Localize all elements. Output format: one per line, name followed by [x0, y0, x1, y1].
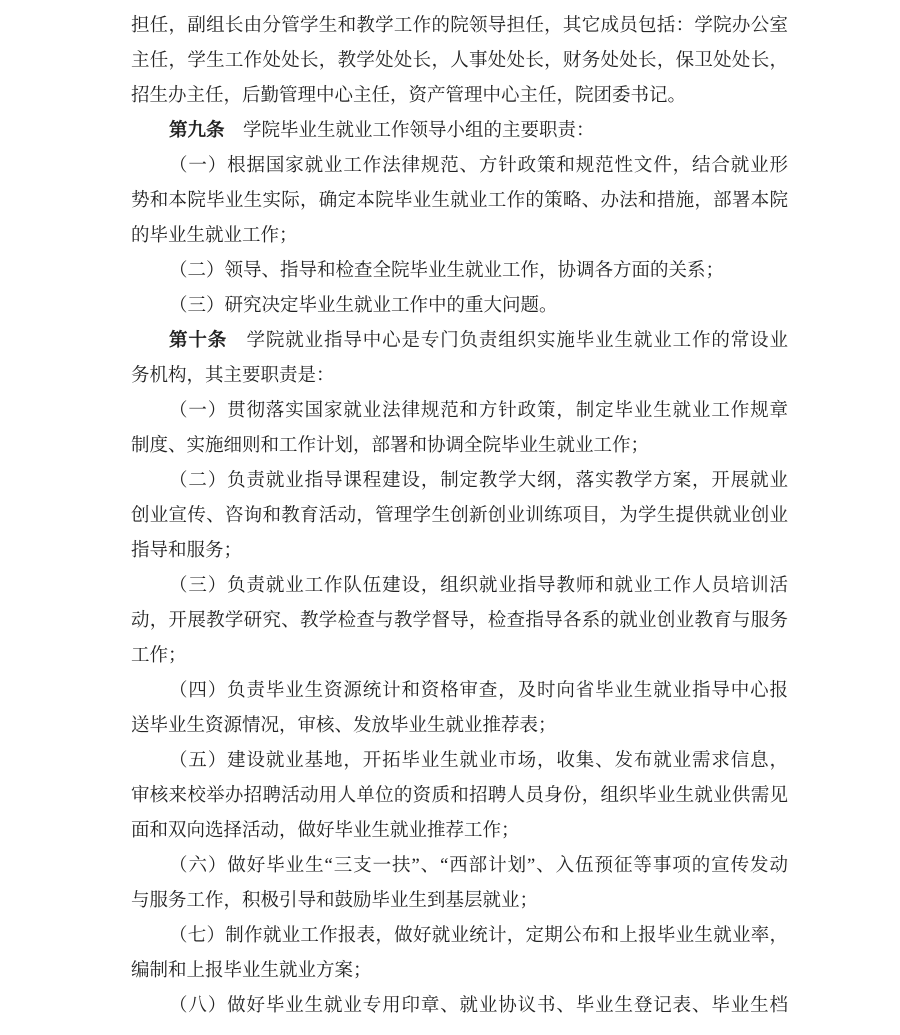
- document-line: 动，开展教学研究、教学检查与教学督导，检查指导各系的就业创业教育与服务: [131, 611, 788, 631]
- article-10-heading: [131, 324, 788, 359]
- document-line: （一）贯彻落实国家就业法律规范和方针政策，制定毕业生就业工作规章: [169, 401, 788, 421]
- document-line: 制度、实施细则和工作计划，部署和协调全院毕业生就业工作；: [131, 436, 650, 456]
- document-line: 务机构，其主要职责是：: [131, 366, 335, 386]
- document-line: （五）建设就业基地，开拓毕业生就业市场，收集、发布就业需求信息，: [169, 751, 788, 771]
- document-line: 面和双向选择活动，做好毕业生就业推荐工作；: [131, 821, 520, 841]
- document-line: 工作；: [131, 646, 187, 666]
- article-heading-text: 学院毕业生就业工作领导小组的主要职责：: [224, 121, 595, 141]
- document-line: （三）研究决定毕业生就业工作中的重大问题。: [169, 296, 558, 316]
- document-line: （三）负责就业工作队伍建设，组织就业指导教师和就业工作人员培训活: [169, 576, 788, 596]
- document-line: （二）领导、指导和检查全院毕业生就业工作，协调各方面的关系；: [169, 261, 725, 281]
- document-line: （八）做好毕业生就业专用印章、就业协议书、毕业生登记表、毕业生档: [169, 996, 788, 1016]
- document-line: 势和本院毕业生实际，确定本院毕业生就业工作的策略、办法和措施，部署本院: [131, 191, 788, 211]
- document-line: （一）根据国家就业工作法律规范、方针政策和规范性文件，结合就业形: [169, 156, 788, 176]
- document-line: 指导和服务；: [131, 541, 243, 561]
- document-line: （七）制作就业工作报表，做好就业统计，定期公布和上报毕业生就业率，: [169, 926, 788, 946]
- document-line: 担任，副组长由分管学生和教学工作的院领导担任，其它成员包括：学院办公室: [131, 16, 788, 36]
- document-page: [131, 9, 788, 1024]
- document-line: 与服务工作，积极引导和鼓励毕业生到基层就业；: [131, 891, 539, 911]
- article-9-heading: [131, 114, 788, 149]
- document-line: 送毕业生资源情况，审核、发放毕业生就业推荐表；: [131, 716, 557, 736]
- article-heading-text: 学院就业指导中心是专门负责组织实施毕业生就业工作的常设业: [227, 331, 788, 351]
- article-number-bold: 第九条: [169, 121, 225, 141]
- article-number-bold: 第十条: [169, 331, 228, 351]
- document-line: 主任，学生工作处处长，教学处处长，人事处处长，财务处处长，保卫处处长，: [131, 51, 788, 71]
- document-line: （六）做好毕业生“三支一扶”、“西部计划”、入伍预征等事项的宣传发动: [169, 856, 788, 876]
- document-line: 审核来校举办招聘活动用人单位的资质和招聘人员身份，组织毕业生就业供需见: [131, 786, 788, 806]
- document-line: （四）负责毕业生资源统计和资格审查，及时向省毕业生就业指导中心报: [169, 681, 788, 701]
- document-line: 创业宣传、咨询和教育活动，管理学生创新创业训练项目，为学生提供就业创业: [131, 506, 788, 526]
- document-line: （二）负责就业指导课程建设，制定教学大纲，落实教学方案，开展就业: [169, 471, 788, 491]
- document-line: 编制和上报毕业生就业方案；: [131, 961, 372, 981]
- document-line: 的毕业生就业工作；: [131, 226, 298, 246]
- document-line: 招生办主任，后勤管理中心主任，资产管理中心主任，院团委书记。: [131, 86, 687, 106]
